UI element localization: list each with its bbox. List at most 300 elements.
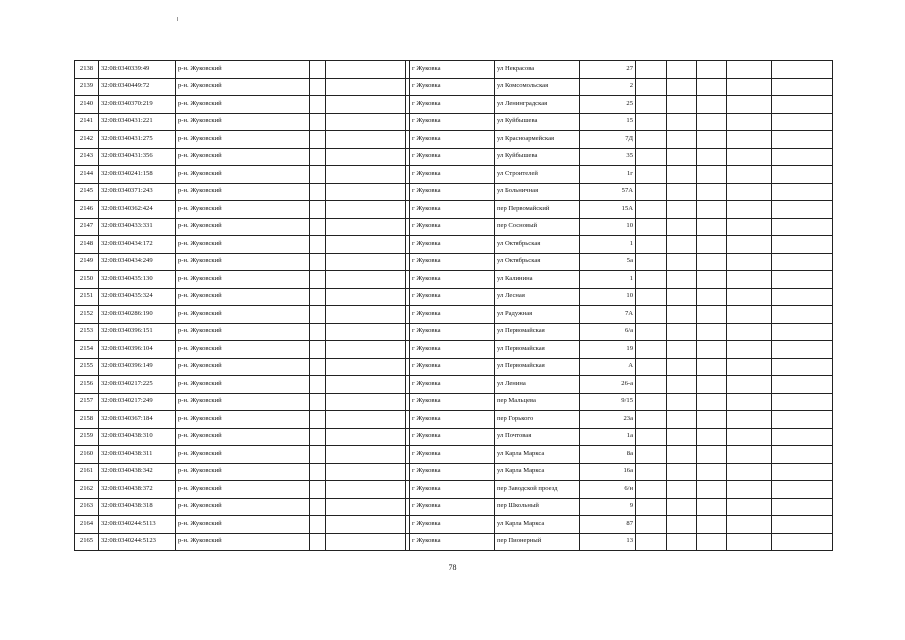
empty-cell — [772, 393, 833, 411]
cadastral-number-cell: 32:08:0340438:311 — [99, 446, 176, 464]
house-number-cell: 7Д — [580, 131, 636, 149]
street-cell: ул Куйбышева — [495, 148, 580, 166]
street-cell: пер Пионерный — [495, 533, 580, 551]
empty-cell — [667, 358, 697, 376]
district-cell: р-н. Жуковский — [176, 516, 310, 534]
empty-cell — [326, 78, 406, 96]
table-row — [75, 96, 833, 114]
empty-cell — [326, 463, 406, 481]
empty-cell — [697, 376, 727, 394]
district-cell: р-н. Жуковский — [176, 236, 310, 254]
empty-cell — [326, 236, 406, 254]
row-number-cell: 2158 — [75, 411, 99, 429]
empty-cell — [697, 428, 727, 446]
district-cell: р-н. Жуковский — [176, 288, 310, 306]
empty-cell — [667, 96, 697, 114]
empty-cell — [697, 463, 727, 481]
empty-cell — [310, 498, 326, 516]
district-cell: р-н. Жуковский — [176, 61, 310, 79]
row-number-cell: 2146 — [75, 201, 99, 219]
cadastral-number-cell: 32:08:0340396:104 — [99, 341, 176, 359]
city-cell: г Жуковка — [410, 148, 495, 166]
street-cell: ул Ленина — [495, 376, 580, 394]
street-cell: ул Комсомольская — [495, 78, 580, 96]
cadastral-number-cell: 32:08:0340244:5123 — [99, 533, 176, 551]
row-number-cell: 2142 — [75, 131, 99, 149]
empty-cell — [310, 148, 326, 166]
cadastral-number-cell: 32:08:0340286:190 — [99, 306, 176, 324]
empty-cell — [772, 323, 833, 341]
cadastral-number-cell: 32:08:0340217:225 — [99, 376, 176, 394]
empty-cell — [310, 96, 326, 114]
empty-cell — [727, 271, 772, 289]
empty-cell — [772, 96, 833, 114]
empty-cell — [772, 183, 833, 201]
city-cell: г Жуковка — [410, 533, 495, 551]
empty-cell — [697, 113, 727, 131]
empty-cell — [326, 218, 406, 236]
row-number-cell: 2153 — [75, 323, 99, 341]
row-number-cell: 2156 — [75, 376, 99, 394]
empty-cell — [310, 183, 326, 201]
empty-cell — [310, 113, 326, 131]
empty-cell — [326, 323, 406, 341]
empty-cell — [326, 183, 406, 201]
row-number-cell: 2145 — [75, 183, 99, 201]
empty-cell — [326, 148, 406, 166]
cadastral-number-cell: 32:08:0340396:151 — [99, 323, 176, 341]
house-number-cell: 26-а — [580, 376, 636, 394]
row-number-cell: 2140 — [75, 96, 99, 114]
empty-cell — [326, 271, 406, 289]
district-cell: р-н. Жуковский — [176, 411, 310, 429]
house-number-cell: 10 — [580, 218, 636, 236]
empty-cell — [697, 516, 727, 534]
city-cell: г Жуковка — [410, 218, 495, 236]
row-number-cell: 2159 — [75, 428, 99, 446]
empty-cell — [667, 288, 697, 306]
row-number-cell: 2160 — [75, 446, 99, 464]
table-row — [75, 131, 833, 149]
street-cell: пер Первомайский — [495, 201, 580, 219]
empty-cell — [772, 78, 833, 96]
house-number-cell: 9/15 — [580, 393, 636, 411]
empty-cell — [636, 288, 667, 306]
empty-cell — [697, 96, 727, 114]
street-cell: ул Больничная — [495, 183, 580, 201]
table-row — [75, 376, 833, 394]
empty-cell — [697, 61, 727, 79]
row-number-cell: 2162 — [75, 481, 99, 499]
table-row — [75, 183, 833, 201]
table-row — [75, 218, 833, 236]
table-row — [75, 446, 833, 464]
empty-cell — [667, 481, 697, 499]
empty-cell — [697, 131, 727, 149]
table-row — [75, 113, 833, 131]
house-number-cell: 35 — [580, 148, 636, 166]
district-cell: р-н. Жуковский — [176, 183, 310, 201]
empty-cell — [772, 446, 833, 464]
row-number-cell: 2161 — [75, 463, 99, 481]
empty-cell — [326, 481, 406, 499]
city-cell: г Жуковка — [410, 516, 495, 534]
district-cell: р-н. Жуковский — [176, 393, 310, 411]
house-number-cell: А — [580, 358, 636, 376]
row-number-cell: 2151 — [75, 288, 99, 306]
house-number-cell: 23а — [580, 411, 636, 429]
district-cell: р-н. Жуковский — [176, 341, 310, 359]
cadastral-number-cell: 32:08:0340431:221 — [99, 113, 176, 131]
street-cell: ул Первомайская — [495, 358, 580, 376]
empty-cell — [727, 131, 772, 149]
table-row — [75, 306, 833, 324]
row-number-cell: 2149 — [75, 253, 99, 271]
empty-cell — [310, 131, 326, 149]
row-number-cell: 2154 — [75, 341, 99, 359]
empty-cell — [667, 253, 697, 271]
empty-cell — [310, 393, 326, 411]
empty-cell — [727, 166, 772, 184]
empty-cell — [636, 463, 667, 481]
street-cell: ул Лесная — [495, 288, 580, 306]
city-cell: г Жуковка — [410, 341, 495, 359]
city-cell: г Жуковка — [410, 306, 495, 324]
empty-cell — [772, 376, 833, 394]
table-row — [75, 323, 833, 341]
cadastral-number-cell: 32:08:0340435:324 — [99, 288, 176, 306]
empty-cell — [697, 183, 727, 201]
empty-cell — [667, 428, 697, 446]
empty-cell — [667, 498, 697, 516]
district-cell: р-н. Жуковский — [176, 113, 310, 131]
empty-cell — [697, 481, 727, 499]
empty-cell — [727, 78, 772, 96]
table-row — [75, 463, 833, 481]
table-row — [75, 533, 833, 551]
empty-cell — [727, 148, 772, 166]
empty-cell — [727, 183, 772, 201]
district-cell: р-н. Жуковский — [176, 323, 310, 341]
house-number-cell: 5а — [580, 253, 636, 271]
street-cell: пер Сосновый — [495, 218, 580, 236]
empty-cell — [326, 393, 406, 411]
empty-cell — [326, 61, 406, 79]
empty-cell — [310, 236, 326, 254]
empty-cell — [667, 411, 697, 429]
row-number-cell: 2157 — [75, 393, 99, 411]
empty-cell — [667, 201, 697, 219]
empty-cell — [310, 323, 326, 341]
empty-cell — [772, 253, 833, 271]
empty-cell — [636, 148, 667, 166]
city-cell: г Жуковка — [410, 113, 495, 131]
row-number-cell: 2164 — [75, 516, 99, 534]
cadastral-number-cell: 32:08:0340433:331 — [99, 218, 176, 236]
empty-cell — [310, 166, 326, 184]
street-cell: пер Горького — [495, 411, 580, 429]
street-cell: пер Школьный — [495, 498, 580, 516]
district-cell: р-н. Жуковский — [176, 78, 310, 96]
city-cell: г Жуковка — [410, 236, 495, 254]
empty-cell — [772, 166, 833, 184]
street-cell: пер Мальцева — [495, 393, 580, 411]
empty-cell — [636, 341, 667, 359]
city-cell: г Жуковка — [410, 201, 495, 219]
empty-cell — [667, 148, 697, 166]
empty-cell — [772, 358, 833, 376]
district-cell: р-н. Жуковский — [176, 376, 310, 394]
empty-cell — [326, 411, 406, 429]
empty-cell — [667, 323, 697, 341]
empty-cell — [727, 358, 772, 376]
table-row — [75, 253, 833, 271]
empty-cell — [772, 236, 833, 254]
house-number-cell: 27 — [580, 61, 636, 79]
table-row — [75, 201, 833, 219]
empty-cell — [772, 148, 833, 166]
city-cell: г Жуковка — [410, 288, 495, 306]
empty-cell — [310, 446, 326, 464]
empty-cell — [667, 113, 697, 131]
house-number-cell: 25 — [580, 96, 636, 114]
house-number-cell: 19 — [580, 341, 636, 359]
empty-cell — [310, 411, 326, 429]
empty-cell — [636, 253, 667, 271]
empty-cell — [697, 533, 727, 551]
table-row — [75, 236, 833, 254]
city-cell: г Жуковка — [410, 393, 495, 411]
district-cell: р-н. Жуковский — [176, 148, 310, 166]
empty-cell — [326, 498, 406, 516]
empty-cell — [636, 498, 667, 516]
table-row — [75, 358, 833, 376]
empty-cell — [636, 113, 667, 131]
empty-cell — [772, 516, 833, 534]
empty-cell — [326, 516, 406, 534]
cadastral-number-cell: 32:08:0340438:318 — [99, 498, 176, 516]
empty-cell — [697, 323, 727, 341]
house-number-cell: 16а — [580, 463, 636, 481]
empty-cell — [310, 481, 326, 499]
empty-cell — [697, 306, 727, 324]
empty-cell — [667, 271, 697, 289]
empty-cell — [697, 166, 727, 184]
cadastral-number-cell: 32:08:0340438:372 — [99, 481, 176, 499]
empty-cell — [727, 533, 772, 551]
street-cell: ул Первомайская — [495, 341, 580, 359]
empty-cell — [636, 393, 667, 411]
empty-cell — [310, 288, 326, 306]
city-cell: г Жуковка — [410, 411, 495, 429]
scan-artifact — [177, 17, 178, 21]
empty-cell — [772, 271, 833, 289]
empty-cell — [636, 306, 667, 324]
district-cell: р-н. Жуковский — [176, 498, 310, 516]
street-cell: ул Карла Маркса — [495, 516, 580, 534]
empty-cell — [697, 148, 727, 166]
street-cell: пер Заводской проезд — [495, 481, 580, 499]
empty-cell — [697, 236, 727, 254]
city-cell: г Жуковка — [410, 183, 495, 201]
empty-cell — [636, 428, 667, 446]
empty-cell — [326, 446, 406, 464]
cadastral-number-cell: 32:08:0340362:424 — [99, 201, 176, 219]
row-number-cell: 2155 — [75, 358, 99, 376]
table-row — [75, 393, 833, 411]
cadastral-number-cell: 32:08:0340396:149 — [99, 358, 176, 376]
house-number-cell: 87 — [580, 516, 636, 534]
district-cell: р-н. Жуковский — [176, 463, 310, 481]
row-number-cell: 2152 — [75, 306, 99, 324]
empty-cell — [636, 78, 667, 96]
empty-cell — [636, 236, 667, 254]
cadastral-number-cell: 32:08:0340339:49 — [99, 61, 176, 79]
empty-cell — [727, 113, 772, 131]
empty-cell — [727, 341, 772, 359]
empty-cell — [667, 306, 697, 324]
house-number-cell: 7А — [580, 306, 636, 324]
empty-cell — [772, 218, 833, 236]
row-number-cell: 2141 — [75, 113, 99, 131]
street-cell: ул Калинина — [495, 271, 580, 289]
empty-cell — [326, 358, 406, 376]
empty-cell — [636, 516, 667, 534]
empty-cell — [697, 201, 727, 219]
house-number-cell: 2 — [580, 78, 636, 96]
empty-cell — [310, 428, 326, 446]
cadastral-number-cell: 32:08:0340434:172 — [99, 236, 176, 254]
city-cell: г Жуковка — [410, 481, 495, 499]
empty-cell — [772, 498, 833, 516]
empty-cell — [772, 533, 833, 551]
empty-cell — [326, 131, 406, 149]
empty-cell — [727, 481, 772, 499]
row-number-cell: 2148 — [75, 236, 99, 254]
cadastral-number-cell: 32:08:0340241:158 — [99, 166, 176, 184]
empty-cell — [772, 288, 833, 306]
empty-cell — [697, 288, 727, 306]
house-number-cell: 15 — [580, 113, 636, 131]
house-number-cell: 15А — [580, 201, 636, 219]
table-row — [75, 498, 833, 516]
city-cell: г Жуковка — [410, 253, 495, 271]
empty-cell — [667, 516, 697, 534]
empty-cell — [667, 446, 697, 464]
city-cell: г Жуковка — [410, 323, 495, 341]
empty-cell — [667, 376, 697, 394]
empty-cell — [727, 96, 772, 114]
empty-cell — [727, 61, 772, 79]
empty-cell — [697, 498, 727, 516]
empty-cell — [326, 113, 406, 131]
empty-cell — [772, 61, 833, 79]
house-number-cell: 6/н — [580, 481, 636, 499]
empty-cell — [636, 201, 667, 219]
city-cell: г Жуковка — [410, 61, 495, 79]
city-cell: г Жуковка — [410, 428, 495, 446]
cadastral-number-cell: 32:08:0340217:249 — [99, 393, 176, 411]
empty-cell — [772, 113, 833, 131]
empty-cell — [697, 271, 727, 289]
district-cell: р-н. Жуковский — [176, 96, 310, 114]
empty-cell — [772, 131, 833, 149]
cadastral-number-cell: 32:08:0340449:72 — [99, 78, 176, 96]
house-number-cell: 57А — [580, 183, 636, 201]
district-cell: р-н. Жуковский — [176, 271, 310, 289]
empty-cell — [310, 463, 326, 481]
district-cell: р-н. Жуковский — [176, 131, 310, 149]
house-number-cell: 1 — [580, 271, 636, 289]
empty-cell — [667, 393, 697, 411]
district-cell: р-н. Жуковский — [176, 533, 310, 551]
street-cell: ул Октябрьская — [495, 253, 580, 271]
empty-cell — [636, 323, 667, 341]
empty-cell — [772, 201, 833, 219]
district-cell: р-н. Жуковский — [176, 481, 310, 499]
district-cell: р-н. Жуковский — [176, 166, 310, 184]
table-row — [75, 61, 833, 79]
empty-cell — [667, 61, 697, 79]
table-row — [75, 516, 833, 534]
empty-cell — [636, 358, 667, 376]
empty-cell — [310, 516, 326, 534]
empty-cell — [727, 236, 772, 254]
empty-cell — [697, 341, 727, 359]
district-cell: р-н. Жуковский — [176, 253, 310, 271]
street-cell: ул Первомайская — [495, 323, 580, 341]
empty-cell — [326, 166, 406, 184]
empty-cell — [326, 533, 406, 551]
empty-cell — [727, 428, 772, 446]
empty-cell — [636, 533, 667, 551]
city-cell: г Жуковка — [410, 271, 495, 289]
street-cell: ул Красноармейская — [495, 131, 580, 149]
city-cell: г Жуковка — [410, 358, 495, 376]
empty-cell — [772, 481, 833, 499]
empty-cell — [727, 323, 772, 341]
house-number-cell: 8а — [580, 446, 636, 464]
empty-cell — [636, 131, 667, 149]
empty-cell — [310, 253, 326, 271]
house-number-cell: 9 — [580, 498, 636, 516]
row-number-cell: 2150 — [75, 271, 99, 289]
city-cell: г Жуковка — [410, 96, 495, 114]
city-cell: г Жуковка — [410, 131, 495, 149]
empty-cell — [326, 306, 406, 324]
empty-cell — [772, 428, 833, 446]
street-cell: ул Радужная — [495, 306, 580, 324]
table-row — [75, 271, 833, 289]
empty-cell — [636, 411, 667, 429]
street-cell: ул Куйбышева — [495, 113, 580, 131]
row-number-cell: 2143 — [75, 148, 99, 166]
table-row — [75, 411, 833, 429]
cadastral-number-cell: 32:08:0340438:342 — [99, 463, 176, 481]
house-number-cell: 1а — [580, 428, 636, 446]
empty-cell — [310, 201, 326, 219]
empty-cell — [697, 446, 727, 464]
empty-cell — [636, 166, 667, 184]
empty-cell — [772, 341, 833, 359]
table-row — [75, 341, 833, 359]
empty-cell — [636, 183, 667, 201]
street-cell: ул Строителей — [495, 166, 580, 184]
empty-cell — [326, 201, 406, 219]
table-row — [75, 166, 833, 184]
table-row — [75, 288, 833, 306]
empty-cell — [727, 201, 772, 219]
